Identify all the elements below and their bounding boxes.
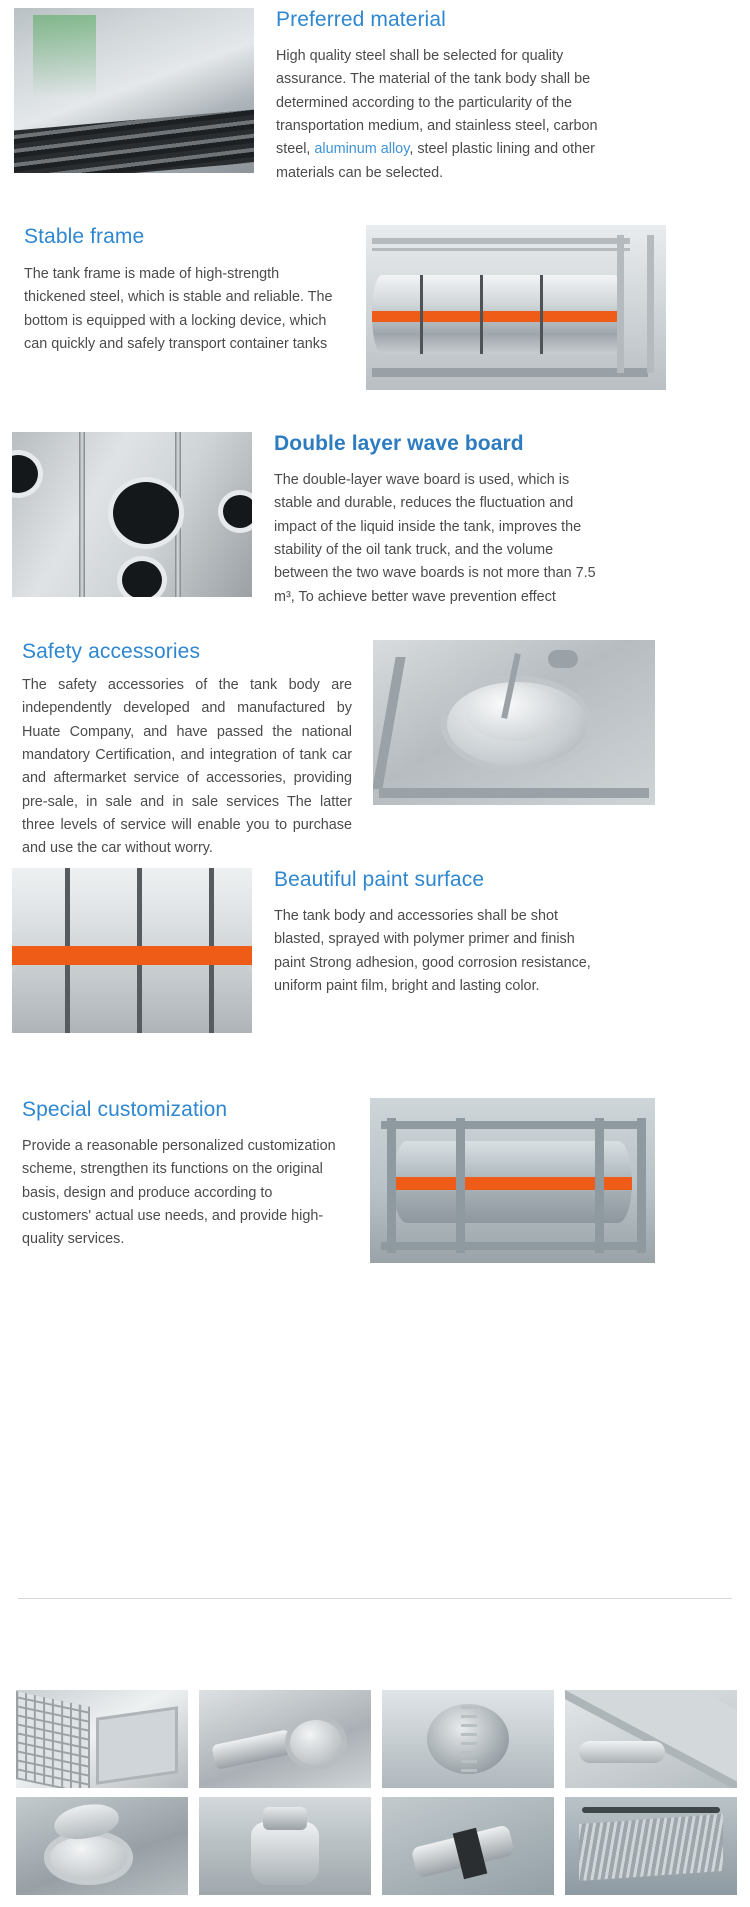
gallery-thumb-bottom-coupling[interactable] [382, 1797, 554, 1895]
feature-body: The safety accessories of the tank body are independently developed and manufactured by Huate Company, and have passed the national mandatory Certification, and integration of tank car and aftermarket service of accessories, providing pre-sale, in sale and in sale services The latter three levels of service will enable you to purchase and use the car without worry. [22, 677, 352, 857]
feature-body: The tank frame is made of high-strength thickened steel, which is stable and reliable. The bottom is equipped with a locking device, which can quickly and safely transport container tanks [24, 266, 333, 353]
feature-image-paint-surface [12, 868, 252, 1033]
feature-body-part1: High quality steel shall be selected for quality assurance. The material of the tank body shall be determined according to the particularity of the transportation medium, and stainless steel, carbon steel, [276, 48, 598, 158]
feature-beautiful-paint-surface [0, 868, 750, 1033]
gallery-thumbnail-grid [16, 1690, 738, 1895]
gallery-thumb-steel-ladder[interactable] [565, 1797, 737, 1895]
gallery-thumb-manhole-open[interactable] [16, 1797, 188, 1895]
feature-title: Double layer wave board [274, 432, 524, 455]
gallery-thumb-frame-beam[interactable] [565, 1690, 737, 1788]
feature-title: Beautiful paint surface [274, 868, 485, 891]
feature-body: Provide a reasonable personalized customization scheme, strengthen its functions on the original basis, design and produce according to customers' actual use needs, and provide high-quality services. [22, 1138, 336, 1248]
gallery-thumb-walkway-grating[interactable] [16, 1690, 188, 1788]
feature-title: Special customization [22, 1098, 228, 1121]
feature-image-stable-frame [366, 225, 666, 390]
feature-body: The tank body and accessories shall be shot blasted, sprayed with polymer primer and finish paint Strong adhesion, good corrosion resistance, uniform paint film, bright and lasting color. [274, 908, 591, 995]
feature-stable-frame [0, 225, 750, 390]
feature-image-safety-accessories [373, 640, 655, 805]
gallery-thumb-discharge-valve[interactable] [199, 1690, 371, 1788]
section-divider [18, 1598, 732, 1599]
feature-title: Preferred material [276, 8, 446, 31]
feature-special-customization [0, 1098, 750, 1263]
feature-image-preferred-material [14, 8, 254, 173]
feature-image-wave-board [12, 432, 252, 597]
feature-body [276, 45, 606, 185]
feature-image-special-customization [370, 1098, 655, 1263]
feature-body: The double-layer wave board is used, which is stable and durable, reduces the fluctuation and impact of the liquid inside the tank, improves the stability of the oil tank truck, and the volume between the two wave boards is not more than 7.5 m³, To achieve better wave prevention effect [274, 472, 596, 605]
gallery-thumb-safety-valve[interactable] [199, 1797, 371, 1895]
feature-title: Safety accessories [22, 640, 201, 663]
gallery-thumb-tank-rear-head[interactable] [382, 1690, 554, 1788]
feature-preferred-material [0, 8, 750, 185]
feature-body-part2: , steel plastic lining and other materials can be selected. [276, 141, 595, 181]
feature-title: Stable frame [24, 225, 145, 248]
feature-double-layer-wave-board [0, 432, 750, 609]
feature-safety-accessories [0, 640, 750, 861]
feature-body-accent: aluminum alloy [314, 141, 410, 158]
